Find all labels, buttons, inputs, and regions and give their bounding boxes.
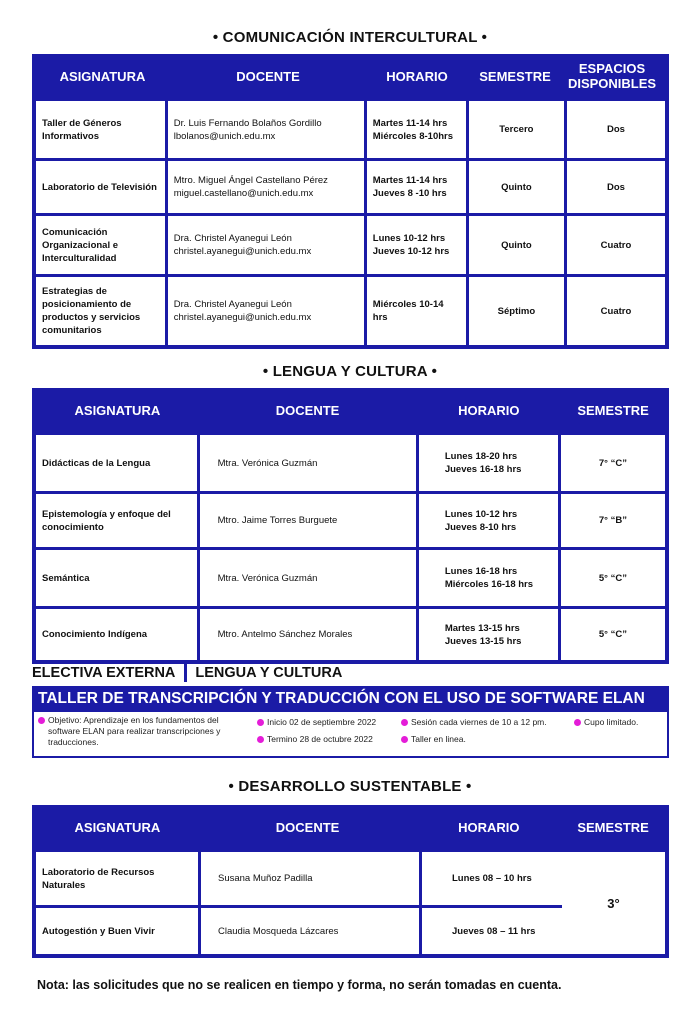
bullet-icon — [257, 736, 264, 743]
cell-asignatura: Autogestión y Buen Vivir — [36, 908, 198, 954]
docente-email: miguel.castellano@unich.edu.mx — [173, 188, 314, 199]
header-docente: DOCENTE — [275, 402, 340, 418]
taller-title: TALLER DE TRANSCRIPCIÓN Y TRADUCCIÓN CON EL USO DE SOFTWARE ELAN — [32, 686, 669, 712]
table-header — [36, 54, 665, 98]
electiva-heading — [32, 664, 342, 682]
table-row — [36, 161, 665, 213]
section-title-comunicacion: • COMUNICACIÓN INTERCULTURAL • — [212, 29, 488, 46]
cell-horario — [419, 609, 558, 660]
cupo-text: Cupo limitado. — [584, 717, 639, 727]
sesion-text: Sesión cada viernes de 10 a 12 pm. — [411, 717, 547, 727]
cell-asignatura: Epistemología y enfoque del conocimiento — [36, 494, 197, 547]
cell-docente: Mtra. Verónica Guzmán — [200, 550, 416, 606]
cell-horario — [367, 216, 466, 274]
cell-semestre: 5° “C” — [561, 609, 665, 660]
cell-docente: Mtra. Verónica Guzmán — [200, 435, 416, 491]
cell-asignatura: Laboratorio de Televisión — [36, 161, 165, 213]
objetivo-text: Objetivo: Aprendizaje en los fundamentos del software ELAN para realizar transcripciones y traducciones. — [48, 715, 221, 747]
bullet-icon — [574, 719, 581, 726]
cell-espacios: Cuatro — [567, 216, 665, 274]
docente-email: christel.ayanegui@unich.edu.mx — [173, 312, 312, 323]
docente-name: Dra. Christel Ayanegui León — [173, 299, 292, 310]
cell-espacios: Dos — [567, 161, 665, 213]
cell-semestre: 3° — [562, 852, 665, 954]
table-row — [36, 435, 665, 491]
cell-horario — [419, 550, 558, 606]
bullet-icon — [38, 717, 45, 724]
cell-semestre: 7° “C” — [561, 435, 665, 491]
table-row — [36, 277, 665, 345]
horario-line: Lunes 10-12 hrs — [444, 508, 518, 520]
table-comunicacion — [32, 54, 669, 349]
header-semestre: SEMESTRE — [577, 819, 649, 835]
horario-line: Lunes 18-20 hrs — [444, 451, 518, 462]
taller-termino — [257, 734, 373, 745]
cell-docente: Susana Muñoz Padilla — [201, 852, 419, 905]
header-asignatura: ASIGNATURA — [74, 402, 161, 418]
cell-horario: Jueves 08 – 11 hrs — [422, 908, 562, 954]
header-espacios: ESPACIOS DISPONIBLES — [567, 61, 657, 91]
cell-asignatura: Estrategias de posicionamiento de productos y servicios comunitarios — [36, 277, 165, 345]
bullet-icon — [401, 719, 408, 726]
cell-horario — [419, 494, 558, 547]
footer-note: Nota: las solicitudes que no se realicen en tiempo y forma, no serán tomadas en cuenta. — [37, 978, 562, 992]
taller-modalidad — [401, 734, 466, 745]
cell-asignatura: Didácticas de la Lengua — [36, 435, 197, 491]
termino-text: Termino 28 de octubre 2022 — [267, 734, 373, 744]
cell-asignatura: Laboratorio de Recursos Naturales — [36, 852, 198, 905]
electiva-area: LENGUA Y CULTURA — [195, 665, 343, 681]
taller-objetivo — [38, 715, 248, 748]
cell-docente — [168, 101, 364, 158]
cell-semestre: Séptimo — [469, 277, 564, 345]
table-header — [36, 388, 665, 432]
cell-asignatura: Taller de Géneros Informativos — [36, 101, 165, 158]
taller-cupo — [574, 717, 638, 728]
taller-sesion — [401, 717, 547, 728]
table-body — [36, 852, 665, 954]
cell-asignatura: Comunicación Organizacional e Interculturalidad — [36, 216, 165, 274]
horario-line: Jueves 8 -10 hrs — [372, 188, 447, 199]
horario-line: Martes 11-14 hrs — [372, 175, 448, 186]
table-desarrollo — [32, 805, 669, 958]
taller-inicio — [257, 717, 376, 728]
header-docente: DOCENTE — [275, 819, 340, 835]
horario-line: Martes 11-14 hrs — [372, 117, 448, 129]
cell-semestre: 7° “B” — [561, 494, 665, 547]
horario-line: Jueves 10-12 hrs — [372, 246, 450, 257]
cell-horario — [367, 161, 466, 213]
docente-name: Dr. Luis Fernando Bolaños Gordillo — [173, 117, 322, 129]
cell-docente: Mtro. Antelmo Sánchez Morales — [200, 609, 416, 660]
cell-semestre: 5° “C” — [561, 550, 665, 606]
header-semestre: SEMESTRE — [479, 68, 551, 84]
table-row — [36, 216, 665, 274]
header-asignatura: ASIGNATURA — [59, 68, 146, 84]
cell-horario — [419, 435, 558, 491]
docente-email: lbolanos@unich.edu.mx — [173, 130, 276, 142]
header-asignatura: ASIGNATURA — [74, 819, 161, 835]
bullet-icon — [257, 719, 264, 726]
cell-semestre: Tercero — [469, 101, 564, 158]
cell-asignatura: Semántica — [36, 550, 197, 606]
modalidad-text: Taller en linea. — [411, 734, 466, 744]
cell-docente: Claudia Mosqueda Lázcares — [201, 908, 419, 954]
table-row — [36, 101, 665, 158]
docente-email: christel.ayanegui@unich.edu.mx — [173, 246, 312, 257]
horario-line: Jueves 16-18 hrs — [444, 464, 522, 475]
horario-line: Jueves 13-15 hrs — [444, 635, 522, 647]
header-semestre: SEMESTRE — [577, 402, 649, 418]
docente-name: Dra. Christel Ayanegui León — [173, 233, 292, 244]
rows-group — [36, 852, 562, 954]
table-row — [36, 550, 665, 606]
taller-details — [32, 712, 669, 758]
cell-docente — [168, 277, 364, 345]
table-row — [36, 908, 562, 954]
header-docente: DOCENTE — [236, 68, 300, 84]
cell-semestre: Quinto — [469, 216, 564, 274]
electiva-label: ELECTIVA EXTERNA — [32, 665, 176, 681]
divider — [184, 664, 187, 682]
cell-espacios: Dos — [567, 101, 665, 158]
table-row — [36, 852, 562, 905]
cell-horario: Lunes 08 – 10 hrs — [422, 852, 562, 905]
table-row — [36, 609, 665, 660]
cell-horario — [367, 101, 466, 158]
horario-line: Lunes 10-12 hrs — [372, 233, 446, 244]
docente-name: Mtro. Miguel Ángel Castellano Pérez — [173, 175, 328, 186]
header-horario: HORARIO — [458, 402, 520, 418]
horario-line: Lunes 16-18 hrs — [444, 566, 518, 577]
horario-line: Jueves 8-10 hrs — [444, 521, 517, 533]
cell-docente: Mtro. Jaime Torres Burguete — [200, 494, 416, 547]
bullet-icon — [401, 736, 408, 743]
cell-asignatura: Conocimiento Indígena — [36, 609, 197, 660]
cell-espacios: Cuatro — [567, 277, 665, 345]
horario-line: Miércoles 16-18 hrs — [444, 579, 534, 590]
header-horario: HORARIO — [458, 819, 520, 835]
horario-line: Martes 13-15 hrs — [444, 622, 520, 634]
inicio-text: Inicio 02 de septiembre 2022 — [267, 717, 377, 727]
cell-semestre: Quinto — [469, 161, 564, 213]
table-lengua — [32, 388, 669, 664]
section-title-desarrollo: • DESARROLLO SUSTENTABLE • — [228, 778, 472, 795]
cell-docente — [168, 161, 364, 213]
cell-docente — [168, 216, 364, 274]
cell-horario: Miércoles 10-14 hrs — [367, 277, 466, 345]
section-title-lengua: • LENGUA Y CULTURA • — [262, 363, 438, 380]
horario-line: Miércoles 8-10hrs — [372, 130, 454, 142]
table-row — [36, 494, 665, 547]
table-header — [36, 805, 665, 849]
header-horario: HORARIO — [386, 68, 448, 84]
